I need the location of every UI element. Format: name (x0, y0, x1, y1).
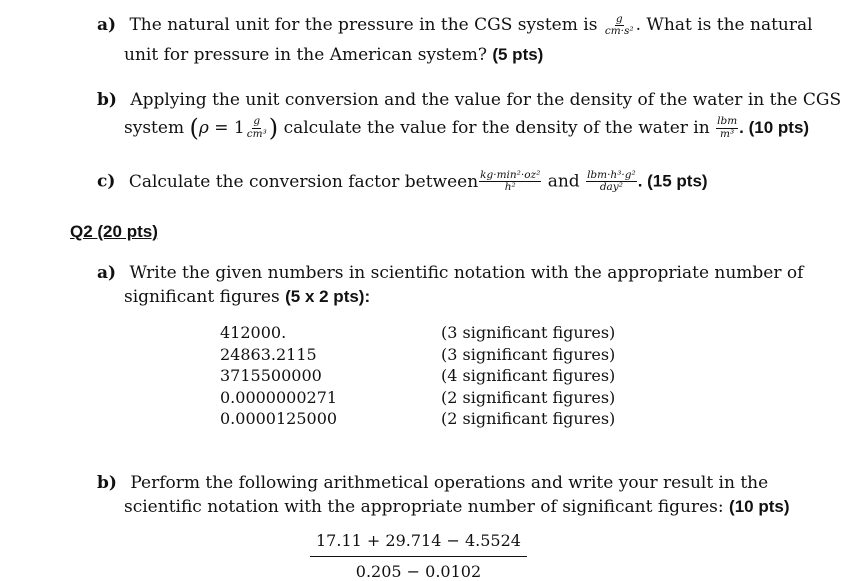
number-item: 0.0000125000 (220, 409, 338, 428)
target-unit-den: m³ (720, 127, 735, 140)
target-unit-num: lbm (717, 115, 738, 128)
expression-numerator: 17.11 + 29.714 − 4.5524 (310, 531, 527, 557)
q1a-unit-den: cm·s² (604, 25, 634, 38)
q1b-line1 (97, 90, 841, 110)
q1b-calc-text: calculate the value for the density of the water in (283, 118, 710, 138)
q2b-line1 (97, 473, 768, 493)
sigfigs-column (441, 322, 615, 430)
q2-title: Q2 (20 pts) (70, 222, 158, 241)
q1a-line2-text: unit for pressure in the American system? (124, 45, 487, 65)
rho-symbol: ρ (198, 118, 209, 138)
rho-unit-num: g (253, 115, 261, 128)
number-item: 3715500000 (220, 366, 322, 385)
q2b-points: (10 pts) (729, 497, 790, 516)
q2b-label: b) (97, 473, 117, 493)
q1c-and: and (547, 171, 580, 192)
q2a-line2-text: significant figures (124, 287, 280, 307)
left-paren: ( (189, 114, 199, 142)
q2a-line1 (97, 263, 803, 283)
q1b-label: b) (97, 90, 117, 110)
q1a-unit-fraction (604, 14, 635, 37)
q1a-line1 (97, 14, 813, 37)
sigfig-item: (2 significant figures) (441, 387, 616, 407)
q1a-unit-num: g (615, 13, 623, 25)
numbers-column (220, 322, 337, 430)
right-paren: ) (268, 114, 279, 142)
expression-denominator: 0.205 − 0.0102 (355, 562, 482, 581)
q1a-points: (5 pts) (492, 45, 544, 64)
rho-unit-den: cm³ (246, 127, 267, 140)
q1c-points: . (15 pts) (637, 171, 708, 191)
q2b-line2 (124, 497, 790, 517)
rho-eq: = 1 (208, 118, 245, 138)
sigfig-item: (2 significant figures) (441, 409, 616, 428)
sigfig-item: (3 significant figures) (441, 323, 616, 342)
factor1-fraction (479, 170, 541, 193)
factor2-fraction (586, 170, 637, 193)
q2b-line2-text: scientific notation with the appropriate number of significant figures: (124, 497, 724, 517)
q1b-line2 (124, 114, 809, 142)
q1a-text2: . What is the natural (635, 15, 813, 36)
q1b-points: . (10 pts) (739, 118, 810, 137)
factor1-num: kg·min²·oz² (480, 169, 541, 181)
number-item: 24863.2115 (220, 344, 317, 364)
arithmetic-expression (310, 531, 527, 581)
q2b-line1-text: Perform the following arithmetical operations and write your result in the (130, 473, 769, 493)
q2a-points: (5 x 2 pts): (285, 287, 371, 306)
sigfig-item: (4 significant figures) (441, 366, 616, 385)
number-item: 0.0000000271 (220, 387, 338, 407)
q1b-system-text: system (124, 118, 185, 138)
rho-unit-fraction (246, 116, 268, 139)
q1a-label: a) (97, 15, 117, 36)
q1c-line (97, 170, 708, 193)
factor2-den: day² (599, 181, 623, 194)
target-unit-fraction (716, 116, 738, 139)
factor1-den: h² (504, 181, 516, 194)
q1c-text: Calculate the conversion factor between (128, 171, 479, 192)
q1c-label: c) (97, 171, 116, 192)
q1a-line2 (124, 45, 543, 65)
q2a-line1-text: Write the given numbers in scientific notation with the appropriate number of (129, 263, 804, 283)
q1b-line1-text: Applying the unit conversion and the value for the density of the water in the CGS (130, 90, 841, 110)
q2a-label: a) (97, 263, 117, 283)
q2a-line2 (124, 287, 370, 307)
sigfig-item: (3 significant figures) (441, 344, 616, 364)
number-item: 412000. (220, 323, 287, 342)
factor2-num: lbm·h³·g² (587, 169, 636, 181)
q1a-text1: The natural unit for the pressure in the CGS system is (129, 15, 598, 36)
